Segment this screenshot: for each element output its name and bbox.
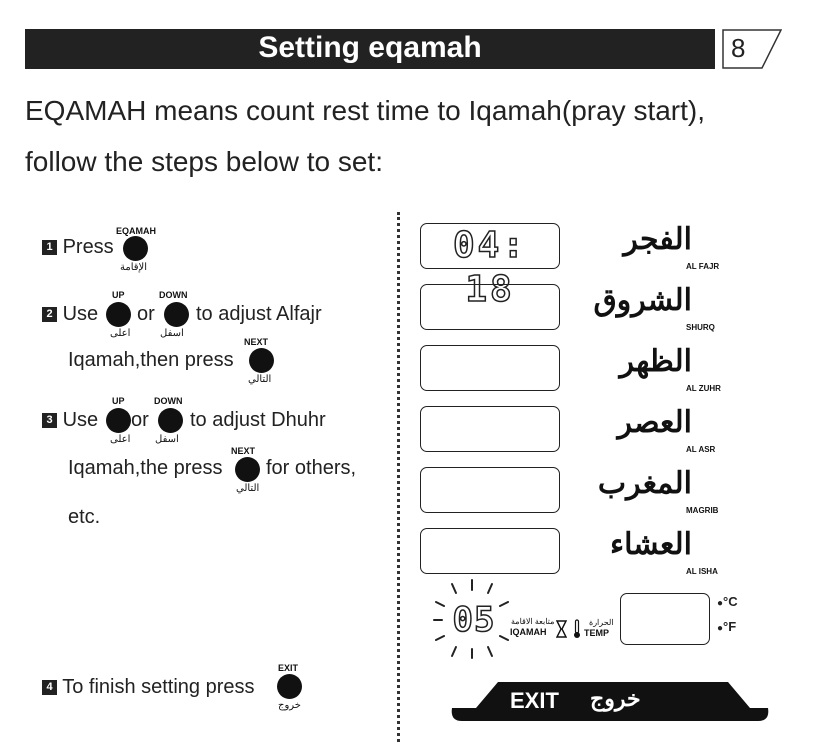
prayer-name-en: AL ISHA bbox=[686, 567, 718, 576]
exit-button[interactable] bbox=[277, 674, 302, 699]
page-title: Setting eqamah bbox=[25, 29, 715, 69]
eqamah-button-label-ar: الإقامة bbox=[120, 262, 148, 273]
prayer-name-ar: المغرب bbox=[597, 467, 692, 500]
step-text: Press bbox=[62, 236, 114, 258]
next-button-label-ar: التالي bbox=[248, 374, 272, 385]
zuhr-time-display bbox=[420, 345, 560, 391]
temp-label: TEMP bbox=[584, 628, 610, 638]
step-text: To finish setting press bbox=[62, 676, 255, 698]
prayer-name-en: MAGRIB bbox=[686, 506, 719, 515]
eqamah-button[interactable] bbox=[123, 236, 148, 261]
down-button-label-ar: اسفل bbox=[155, 434, 179, 445]
eqamah-button-label: EQAMAH bbox=[116, 226, 156, 236]
asr-time-display bbox=[420, 406, 560, 452]
next-button-label: NEXT bbox=[244, 337, 269, 347]
iqamah-label: IQAMAH bbox=[510, 627, 547, 637]
step-2-line-2: Iqamah,then press bbox=[68, 349, 234, 371]
or-text: or bbox=[131, 409, 149, 431]
exit-bar-label-ar: خروج bbox=[590, 686, 641, 711]
up-button-label-ar: اعلى bbox=[110, 328, 131, 339]
down-button-label: DOWN bbox=[154, 396, 183, 406]
prayer-name-ar: الظهر bbox=[619, 345, 692, 378]
up-button-label-ar: اعلى bbox=[110, 434, 131, 445]
down-button-label: DOWN bbox=[159, 290, 188, 300]
up-button[interactable] bbox=[106, 302, 131, 327]
iqamah-countdown: 05 bbox=[452, 600, 496, 640]
fajr-time-display: 04: 18 bbox=[420, 223, 560, 269]
step-use-text: Use bbox=[62, 303, 99, 325]
prayer-name-en: SHURQ bbox=[686, 323, 715, 332]
exit-button-label-ar: خروج bbox=[278, 700, 301, 711]
prayer-name-ar: الشروق bbox=[593, 284, 692, 317]
step-3 bbox=[42, 409, 98, 432]
step-adjust-text: to adjust Alfajr bbox=[196, 303, 322, 325]
prayer-name-en: AL ASR bbox=[686, 445, 716, 454]
step-4 bbox=[42, 676, 255, 699]
page-number-badge bbox=[722, 29, 782, 69]
step-1 bbox=[42, 236, 114, 259]
step-number: 4 bbox=[42, 680, 57, 695]
maghrib-time-display bbox=[420, 467, 560, 513]
down-button[interactable] bbox=[164, 302, 189, 327]
down-button-label-ar: اسفل bbox=[160, 328, 184, 339]
exit-bar-label: EXIT bbox=[510, 688, 559, 713]
step-number: 3 bbox=[42, 413, 57, 428]
step-adjust-text: to adjust Dhuhr bbox=[190, 409, 326, 431]
hourglass-icon bbox=[556, 620, 567, 638]
or-text: or bbox=[137, 303, 155, 325]
page-number: 8 bbox=[731, 33, 746, 63]
prayer-name-ar: العشاء bbox=[610, 528, 692, 561]
divider bbox=[397, 212, 400, 742]
shurq-time-display bbox=[420, 284, 560, 330]
step-number: 2 bbox=[42, 307, 57, 322]
intro-line-2: follow the steps below to set: bbox=[25, 146, 383, 177]
up-button-label: UP bbox=[112, 396, 125, 406]
step-use-text: Use bbox=[62, 409, 99, 431]
fahrenheit-unit: ●°F bbox=[717, 619, 737, 634]
next-button-label-ar: التالي bbox=[236, 483, 260, 494]
step-number: 1 bbox=[42, 240, 57, 255]
temperature-display bbox=[620, 593, 710, 645]
prayer-name-en: AL ZUHR bbox=[686, 384, 721, 393]
exit-bar[interactable] bbox=[450, 680, 770, 722]
down-button[interactable] bbox=[158, 408, 183, 433]
step-2 bbox=[42, 303, 98, 326]
prayer-name-ar: الفجر bbox=[623, 223, 692, 256]
prayer-name-ar: العصر bbox=[617, 406, 692, 439]
next-button[interactable] bbox=[235, 457, 260, 482]
iqamah-label-ar: متابعة الاقامة bbox=[511, 617, 555, 626]
temp-label-ar: الحرارة bbox=[589, 618, 614, 627]
step-3-line-2a: Iqamah,the press bbox=[68, 457, 223, 479]
step-3-line-2b: for others, bbox=[266, 457, 357, 479]
thermometer-icon bbox=[573, 619, 581, 639]
intro-line-1: EQAMAH means count rest time to Iqamah(pray start), bbox=[25, 95, 706, 126]
step-3-line-3: etc. bbox=[68, 506, 101, 528]
up-button-label: UP bbox=[112, 290, 125, 300]
celsius-unit: ●°C bbox=[717, 594, 738, 609]
next-button[interactable] bbox=[249, 348, 274, 373]
exit-button-label: EXIT bbox=[278, 663, 299, 673]
next-button-label: NEXT bbox=[231, 446, 256, 456]
isha-time-display bbox=[420, 528, 560, 574]
up-button[interactable] bbox=[106, 408, 131, 433]
prayer-name-en: AL FAJR bbox=[686, 262, 720, 271]
